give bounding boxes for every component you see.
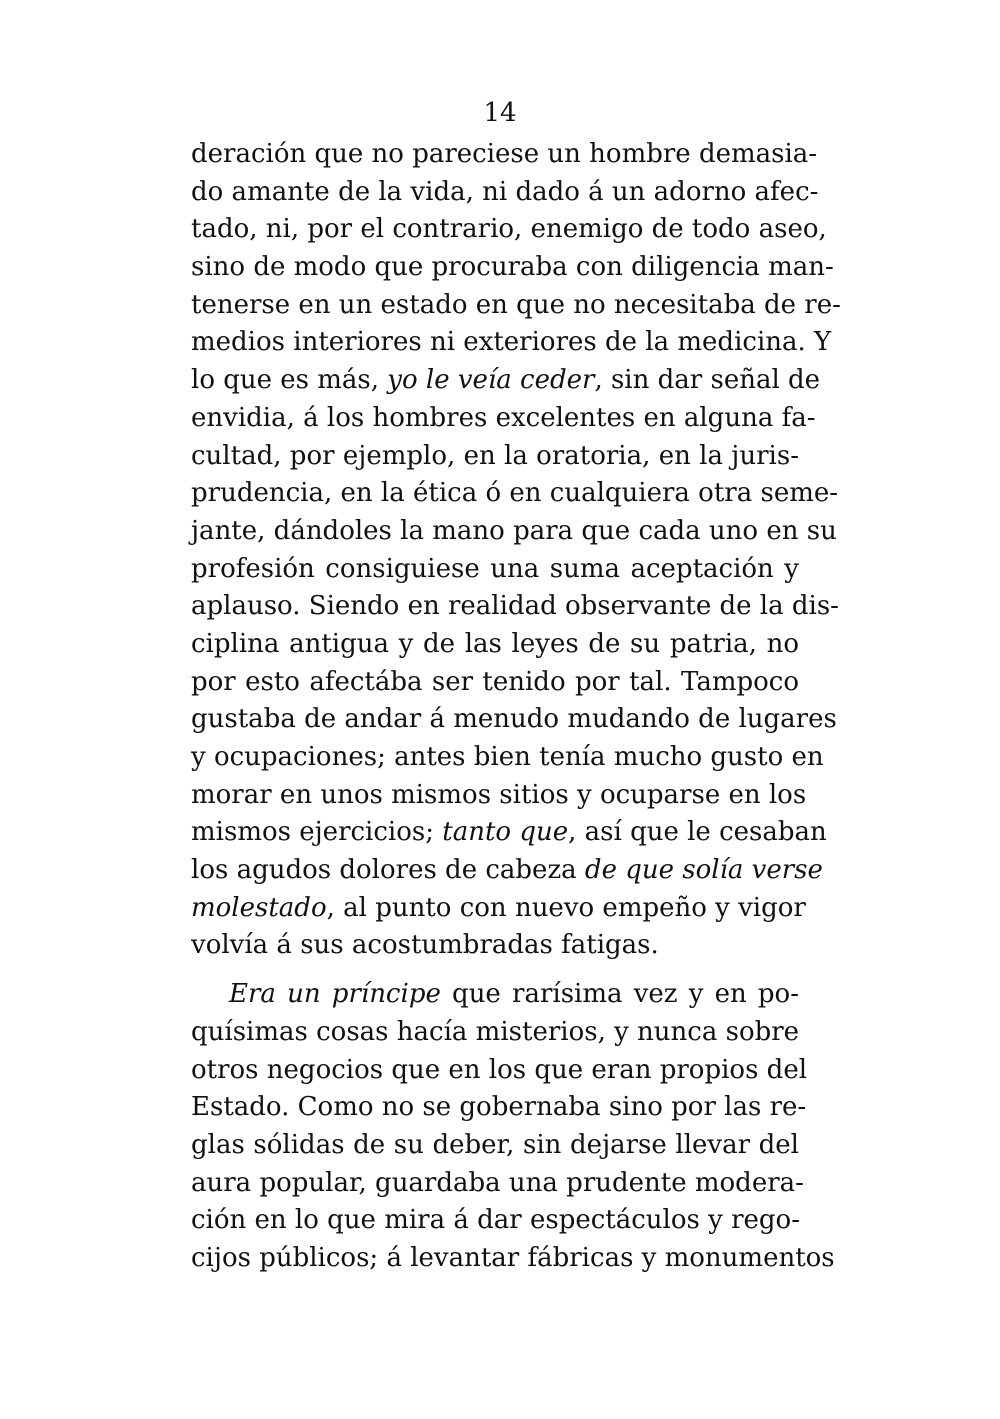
text-line xyxy=(191,324,832,362)
text-line xyxy=(191,475,839,513)
text-line xyxy=(191,626,799,664)
text-segment: mismos ejercicios; xyxy=(191,817,443,848)
text-line xyxy=(191,927,799,965)
text-segment: , así que le cesaban xyxy=(568,817,827,848)
text-segment: cijos públicos; á levantar fábricas y monumentos xyxy=(191,1242,835,1273)
text-segment: y ocupaciones; antes bien tenía mucho gusto en xyxy=(191,742,824,772)
italic-phrase: tanto que xyxy=(442,817,569,848)
text-segment: deración que no pareciese un hombre demasia- xyxy=(191,139,818,169)
text-segment: Estado. Como no se gobernaba sino por las re- xyxy=(191,1092,807,1123)
text-line xyxy=(191,1089,807,1127)
text-line xyxy=(191,701,837,739)
page-number: 14 xyxy=(483,98,517,128)
text-line xyxy=(191,1165,804,1203)
text-segment: cultad, por ejemplo, en la oratoria, en la juris- xyxy=(191,440,799,471)
italic-phrase: Era un príncipe xyxy=(229,979,441,1010)
text-line xyxy=(191,588,839,626)
text-segment: , sin dar señal de xyxy=(594,365,821,396)
text-segment: tado, ni, por el contrario, enemigo de todo aseo, xyxy=(191,214,827,245)
text-segment: do amante de la vida, ni dado á un adorno afec- xyxy=(191,176,819,207)
text-segment: otros negocios que en los que eran propios del xyxy=(191,1054,808,1085)
text-segment: ción en lo que mira á dar espectáculos y rego- xyxy=(191,1205,800,1236)
text-line xyxy=(191,1240,835,1278)
text-line xyxy=(191,211,827,249)
text-segment: prudencia, en la ética ó en cualquiera otra seme- xyxy=(191,478,839,509)
text-line xyxy=(191,174,819,212)
italic-phrase: yo le veía ceder xyxy=(387,365,595,396)
text-line xyxy=(191,362,821,400)
text-segment: tenerse en un estado en que no necesitaba de re- xyxy=(191,289,841,320)
text-segment: , al punto con nuevo empeño y vigor xyxy=(326,892,806,923)
text-line xyxy=(191,1052,808,1090)
text-line xyxy=(191,400,816,438)
text-segment: lo que es más, xyxy=(191,365,388,396)
text-line xyxy=(191,136,818,174)
text-line xyxy=(191,890,806,928)
text-segment: medios interiores ni exteriores de la medicina. Y xyxy=(191,327,832,358)
text-line xyxy=(191,1127,799,1165)
text-line xyxy=(191,438,799,476)
text-segment: volvía á sus acostumbradas fatigas. xyxy=(191,930,659,961)
text-line xyxy=(191,1202,799,1240)
text-line xyxy=(191,513,837,551)
text-segment: aplauso. Siendo en realidad observante de la dis- xyxy=(191,591,839,622)
text-segment: glas sólidas de su deber, sin dejarse llevar del xyxy=(191,1129,799,1160)
text-segment: los agudos dolores de cabeza xyxy=(191,855,585,886)
text-segment: aura popular, guardaba una prudente modera- xyxy=(191,1167,804,1198)
text-segment: ciplina antigua y de las leyes de su patria, no xyxy=(191,628,799,659)
body-text xyxy=(191,136,841,1278)
text-segment: jante, dándoles la mano para que cada uno en su xyxy=(191,515,837,546)
text-line xyxy=(191,739,824,777)
text-line xyxy=(191,976,799,1014)
text-line xyxy=(191,551,799,589)
text-line xyxy=(191,287,841,325)
text-segment: gustaba de andar á menudo mudando de lugares xyxy=(191,704,837,735)
italic-phrase: de que solía verse xyxy=(584,855,823,886)
text-line xyxy=(191,777,807,815)
text-segment: que rarísima vez y en po- xyxy=(440,979,799,1010)
text-line xyxy=(191,814,827,852)
text-line xyxy=(191,1014,799,1052)
text-segment: quísimas cosas hacía misterios, y nunca sobre xyxy=(191,1016,800,1047)
text-segment: por esto afectába ser tenido por tal. Tampoco xyxy=(191,666,799,697)
text-segment: profesión consiguiese una suma aceptación y xyxy=(191,553,799,584)
paragraph-break xyxy=(191,965,799,976)
text-line xyxy=(191,249,834,287)
italic-phrase: molestado xyxy=(191,892,327,923)
text-line xyxy=(191,852,823,890)
text-segment: envidia, á los hombres excelentes en alguna fa- xyxy=(191,402,816,433)
text-line xyxy=(191,664,799,702)
text-segment: morar en unos mismos sitios y ocuparse en los xyxy=(191,779,807,810)
text-segment: sino de modo que procuraba con diligencia man- xyxy=(191,252,834,283)
